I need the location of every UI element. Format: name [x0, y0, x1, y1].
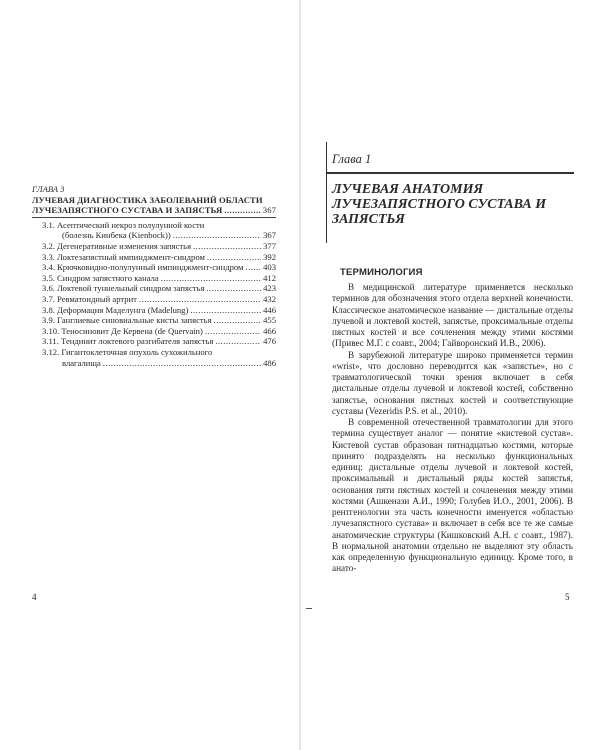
paragraph: В медицинской литературе применяется несколько терминов для обозначения этого отдела верхней конечности. Классическое анатомическое название — дистальные отделы лучевой и локтевой костей, запястье, проксимальные отделы пястных костей и все сочленения между этими костями (Привес М.Г. с соавт., 2004; Гайворонский И.В., 2006). — [332, 282, 573, 349]
toc-entry[interactable] — [32, 273, 276, 284]
toc-entry-label: 3.3. Локтезапястный импинджмент-синдром — [42, 251, 205, 262]
toc-chapter-label: ГЛАВА 3 — [32, 184, 65, 194]
toc-entry-label: 3.1. Асептический некроз полулунной кости — [42, 219, 205, 230]
toc-leader — [206, 283, 261, 294]
toc-entry-page: 466 — [263, 325, 276, 336]
toc-chapter-page: 367 — [262, 205, 276, 216]
toc-entry[interactable] — [32, 358, 276, 369]
toc-entry-page: 446 — [263, 304, 276, 315]
toc-entry-page: 392 — [263, 251, 276, 262]
toc-entry-label: 3.11. Тендинит локтевого разгибателя запястья — [42, 336, 214, 347]
toc-entry-label: 3.2. Дегенеративные изменения запястья — [42, 240, 192, 251]
section-heading: ТЕРМИНОЛОГИЯ — [340, 267, 423, 278]
toc-entry-label: 3.6. Локтевой туннельный синдром запястья — [42, 283, 205, 294]
toc-entry[interactable] — [32, 336, 276, 347]
toc-leader — [193, 241, 261, 252]
toc-entry-page: 403 — [263, 262, 276, 273]
toc-entry[interactable] — [32, 252, 276, 263]
chapter-tab-rule — [326, 142, 327, 173]
toc-entry[interactable] — [32, 220, 276, 231]
toc-entry-label: 3.5. Синдром запястного канала — [42, 272, 159, 283]
toc-entry[interactable] — [32, 262, 276, 273]
toc-leader — [215, 336, 261, 347]
table-of-contents — [32, 184, 276, 368]
toc-entry-page: 377 — [263, 240, 276, 251]
toc-entry-page: 423 — [263, 283, 276, 294]
toc-entry[interactable] — [32, 305, 276, 316]
page-number-left: 4 — [32, 592, 37, 602]
toc-leader — [161, 273, 261, 284]
toc-leader — [207, 252, 261, 263]
body-text — [332, 282, 573, 575]
toc-leader — [205, 326, 261, 337]
toc-entry-page: 455 — [263, 315, 276, 326]
paragraph: В современной отечественной травматологии для этого термина существует аналог — понятие «кистевой сустав». Кистевой сустав образован пятнадцатью костями, которые принято подразделять на несколько функциональных единиц: дистальные отделы лучевой и локтевой костей, проксимальный и дистальный ряды костей запястья, основания пяти пястных костей и сочленения между этими костями (Ашкенази А.И., 1990; Голубев И.О., 2001, 2006). В рентгенологии эта часть конечности именуется «областью лучезапястного сустава» и включает в себя все те же самые анатомические структуры (Кишковский А.Н. с соавт., 1987). В нормальной анатомии отдельно не выделяют эту область как определенную функциональную единицу. Кроме того, в анато- — [332, 417, 573, 574]
page-number-right: 5 — [565, 592, 570, 602]
toc-entry[interactable] — [32, 283, 276, 294]
chapter-title-rule — [326, 173, 327, 243]
toc-entry-page: 432 — [263, 293, 276, 304]
paragraph: В зарубежной литературе широко применяется термин «wrist», что дословно переводится как «запястье», но с травматологической точки зрения включает в себя дистальные отделы лучевой и локтевой костей, собственно запястье, основания пястных костей и соответствующие суставы (Vezeridis P.S. et al., 2010). — [332, 349, 573, 416]
toc-entry[interactable] — [32, 347, 276, 358]
toc-entry[interactable] — [32, 315, 276, 326]
chapter-rule — [326, 172, 574, 174]
toc-leader — [139, 294, 261, 305]
toc-entry-page: 412 — [263, 272, 276, 283]
chapter-label: Глава 1 — [332, 152, 372, 166]
toc-entry-page: 367 — [263, 230, 276, 241]
toc-entry[interactable] — [32, 294, 276, 305]
toc-chapter-title-line1: ЛУЧЕВАЯ ДИАГНОСТИКА ЗАБОЛЕВАНИЙ ОБЛАСТИ — [32, 194, 263, 205]
toc-entry-label: 3.12. Гигантоклеточная опухоль сухожильного — [42, 346, 213, 357]
toc-entry-label: 3.10. Теносиновит Де Кервена (de Quervain) — [42, 325, 203, 336]
toc-entry[interactable] — [32, 241, 276, 252]
toc-entry-label: 3.8. Деформация Маделунга (Madelung) — [42, 304, 189, 315]
toc-entry-page: 476 — [263, 336, 276, 347]
toc-leader — [245, 262, 261, 273]
toc-entry[interactable] — [32, 230, 276, 241]
toc-leader — [103, 358, 261, 369]
chapter-title: ЛУЧЕВАЯ АНАТОМИЯ ЛУЧЕЗАПЯСТНОГО СУСТАВА И ЗАПЯСТЬЯ — [332, 182, 547, 228]
toc-chapter-title-row — [32, 205, 276, 216]
toc-chapter-title-line2: ЛУЧЕЗАПЯСТНОГО СУСТАВА И ЗАПЯСТЬЯ — [32, 205, 223, 216]
toc-entry-label: 3.7. Ревматоидный артрит — [42, 293, 137, 304]
toc-entry-label: 3.9. Ганглиевые синовиальные кисты запястья — [42, 315, 212, 326]
toc-divider — [32, 217, 276, 218]
toc-entry-label: (болезнь Кинбека (Kienbock)) — [62, 230, 171, 241]
toc-entry[interactable] — [32, 326, 276, 337]
toc-leader — [173, 230, 261, 241]
toc-entry-label: 3.4. Крючковидно-полулунный импинджмент-синдром — [42, 262, 244, 273]
toc-leader — [224, 205, 261, 216]
toc-leader — [190, 305, 261, 316]
right-page — [300, 0, 600, 750]
toc-leader — [214, 315, 262, 326]
toc-entry-page: 486 — [263, 357, 276, 368]
toc-entry-label: влагалища — [62, 357, 101, 368]
